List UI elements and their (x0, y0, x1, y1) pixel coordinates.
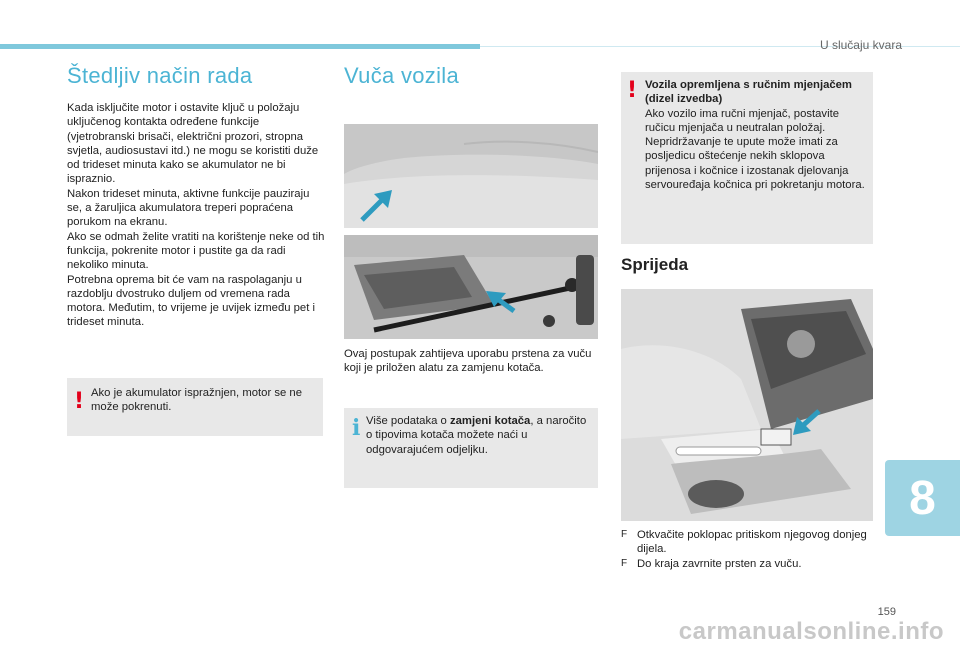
paragraph: Ako se odmah želite vratiti na korištenje neke od tih funkcija, pokrenite motor i pustite ga da radi nekoliko minuta. (67, 230, 325, 272)
subsection-title-front: Sprijeda (621, 255, 689, 274)
towing-caption: Ovaj postupak zahtijeva uporabu prstena za vuču koji je priložen alatu za zamjenu kotača. (344, 348, 592, 375)
photo-spare-wheel-tools (344, 235, 598, 339)
info-icon: i (352, 415, 361, 441)
front-towing-steps (621, 528, 869, 571)
header-accent-bar (0, 44, 480, 49)
paragraph: Potrebna oprema bit će vam na raspolaganju u razdoblju dvostruko duljem od vremena rada motora. Međutim, to vrijeme je uvijek između pet i trideset minuta. (67, 273, 315, 329)
gearbox-warning-content (645, 78, 867, 192)
paragraph: Nakon trideset minuta, aktivne funkcije pauziraju se, a žaruljica akumulatora treperi popraćena porukom na ekranu. (67, 187, 310, 229)
warning-text: Ako je akumulator ispražnjen, motor se ne može pokrenuti. (91, 387, 302, 414)
paragraph: Kada isključite motor i ostavite ključ u položaju uključenog kontakta određene funkcije (vjetrobranski brisači, električni prozori, stropna svjetla, audiosustavi itd.) ne mogu se koristiti duže od trideset minuta kako se akumulator ne bi ispraznio. (67, 102, 319, 186)
section-title-eco-mode: Štedljiv način rada (67, 63, 253, 88)
info-text-start: Više podataka o (366, 415, 450, 427)
bullet-mark: F (621, 557, 628, 569)
info-text (366, 414, 592, 457)
photo-front-bumper (621, 289, 873, 521)
info-link-wheel-change: zamjeni kotača (449, 415, 531, 427)
list-item (621, 528, 869, 557)
photo-trunk-floor (344, 124, 598, 228)
chapter-tab[interactable]: 8 (885, 460, 960, 536)
page-number: 159 (877, 606, 896, 618)
step-text: Do kraja zavrnite prsten za vuču. (637, 557, 802, 570)
watermark: carmanualsonline.info (678, 618, 944, 645)
section-label: U slučaju kvara (819, 38, 902, 52)
section-title-towing: Vuča vozila (344, 63, 459, 88)
info-box-wheel-change (344, 408, 598, 488)
exclamation-icon: ! (627, 78, 638, 103)
bullet-mark: F (621, 529, 628, 540)
warning-text: Ako vozilo ima ručni mjenjač, postavite ručicu mjenjača u neutralan položaj. Nepridržavanje te upute može imati za posljedicu oštećenje nekih sklopova prijenosa i kočnice i izostanak djelovanja servouređaja kočnica pri pokretanju motora. (645, 107, 865, 192)
eco-mode-text (67, 101, 325, 330)
list-item (621, 557, 869, 571)
exclamation-icon: ! (74, 389, 85, 414)
warning-title: Vozila opremljena s ručnim mjenjačem (dizel izvedba) (645, 79, 852, 106)
battery-warning-box (67, 378, 323, 436)
gearbox-warning-box (621, 72, 873, 244)
info-text-end: , a naročito o tipovima kotača možete naći u odgovarajućem odjeljku. (366, 415, 587, 456)
step-text: Otkvačite poklopac pritiskom njegovog donjeg dijela. (637, 529, 867, 556)
